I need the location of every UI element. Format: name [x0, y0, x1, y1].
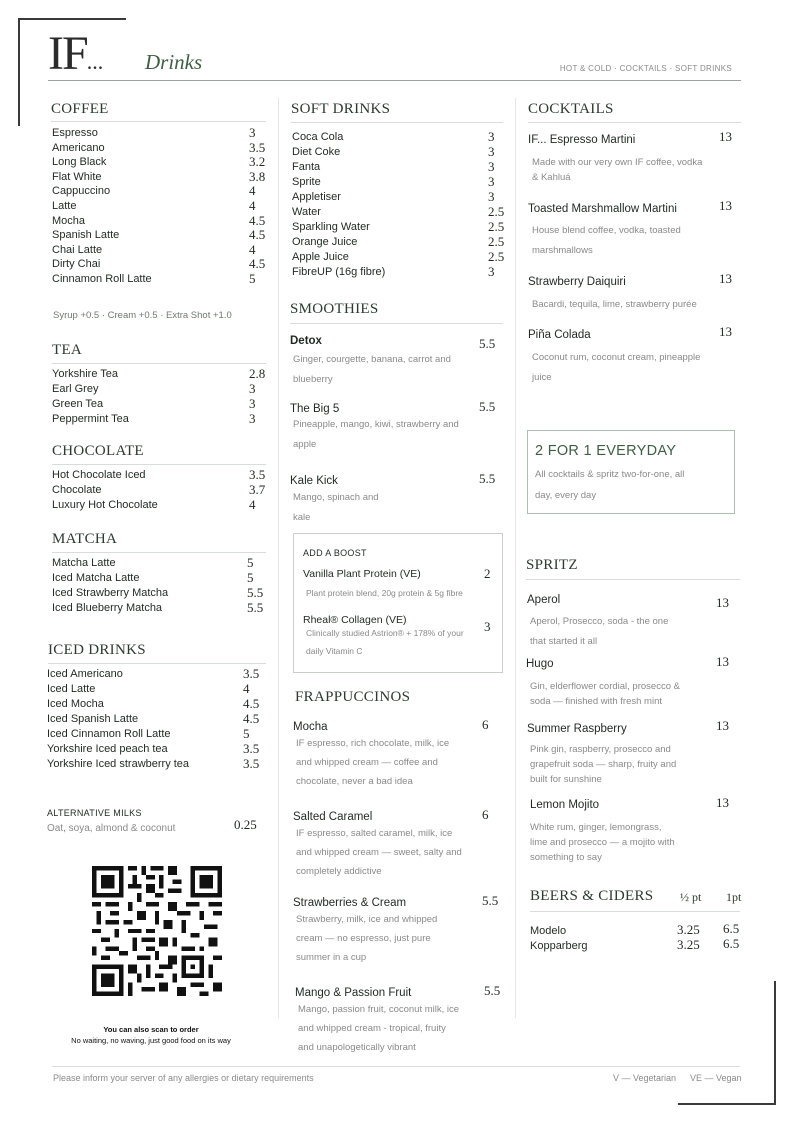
item-name: Diet Coke	[292, 146, 341, 158]
item-name: Latte	[52, 199, 77, 212]
spritz-name: Summer Raspberry	[527, 723, 627, 735]
frappuccino-desc: cream — no espresso, just pure	[296, 933, 431, 944]
beer-name: Modelo	[530, 925, 567, 937]
spritz-name: Lemon Mojito	[530, 799, 600, 811]
beers-section-title: BEERS & CIDERS	[530, 888, 654, 904]
list-item	[52, 383, 268, 398]
smoothie-price: 5.5	[479, 336, 496, 351]
spritz-desc: built for sunshine	[530, 774, 602, 785]
list-item	[52, 127, 268, 142]
item-name: Iced Strawberry Matcha	[52, 587, 169, 599]
smoothie-desc: Ginger, courgette, banana, carrot and	[293, 354, 451, 365]
section-divider	[528, 122, 741, 123]
item-name: Cappuccino	[52, 185, 111, 198]
coffee-extras: Syrup +0.5 · Cream +0.5 · Extra Shot +1.0	[53, 310, 232, 321]
item-price: 3.2	[249, 154, 266, 170]
frappuccino-name: Mango & Passion Fruit	[295, 987, 412, 999]
list-item	[47, 743, 267, 758]
smoothie-name: Detox	[290, 335, 322, 347]
list-item	[52, 368, 268, 383]
item-name: FibreUP (16g fibre)	[292, 266, 386, 278]
section-divider	[526, 579, 740, 580]
beers-col-pint: 1pt	[726, 890, 742, 904]
matcha-section-title: MATCHA	[52, 531, 118, 547]
list-item	[52, 572, 268, 587]
list-item	[52, 270, 268, 288]
item-name: Iced Spanish Latte	[47, 713, 139, 725]
list-item	[47, 713, 267, 728]
cocktail-desc: House blend coffee, vodka, toasted	[532, 225, 681, 236]
list-item	[52, 587, 268, 602]
item-name: Green Tea	[52, 398, 104, 410]
item-price: 5	[249, 270, 256, 286]
boost-name: Rheal® Collagen (VE)	[303, 614, 407, 626]
spritz-desc: White rum, ginger, lemongrass,	[530, 822, 662, 833]
beer-pint-price: 6.5	[723, 936, 740, 951]
smoothie-desc: apple	[293, 439, 317, 450]
frame-corner-bottom-right	[678, 1103, 776, 1105]
smoothie-desc: Pineapple, mango, kiwi, strawberry and	[293, 419, 459, 430]
item-price: 5	[247, 570, 254, 585]
cocktail-price: 13	[719, 129, 732, 144]
list-item	[47, 728, 267, 743]
spritz-name: Hugo	[526, 658, 554, 670]
soft-drinks-list	[292, 131, 504, 281]
beer-half-price: 3.25	[677, 922, 700, 937]
item-price: 4.5	[249, 227, 266, 243]
frappuccino-price: 5.5	[484, 983, 501, 998]
boost-desc: Plant protein blend, 20g protein & 5g fibre	[306, 588, 463, 598]
frappuccino-desc: and whipped cream — coffee and	[296, 757, 438, 768]
item-name: Iced Americano	[47, 668, 123, 680]
item-name: Iced Mocha	[47, 698, 104, 710]
item-name: Apple Juice	[292, 251, 349, 263]
list-item	[52, 241, 268, 259]
item-name: Water	[292, 206, 321, 218]
item-price: 3.5	[249, 139, 266, 155]
spritz-price: 13	[716, 595, 729, 610]
spritz-name: Aperol	[527, 594, 561, 606]
boost-desc: daily Vitamin C	[306, 646, 363, 656]
vegetarian-key: V — Vegetarian	[613, 1073, 677, 1083]
frappuccino-name: Salted Caramel	[293, 811, 373, 823]
item-price: 3.8	[249, 168, 266, 184]
coffee-list	[52, 127, 268, 288]
chocolate-section-title: CHOCOLATE	[52, 443, 144, 459]
item-price: 2.5	[488, 249, 505, 264]
item-name: Flat White	[52, 170, 102, 183]
item-name: Chai Latte	[52, 243, 103, 256]
cocktail-desc: juice	[532, 372, 552, 383]
cocktail-desc: Bacardi, tequila, lime, strawberry purée	[532, 299, 697, 310]
item-name: Dirty Chai	[52, 258, 101, 271]
cocktail-name: Piña Colada	[528, 329, 591, 341]
list-item	[292, 191, 504, 206]
list-item	[52, 229, 268, 244]
list-item	[52, 398, 268, 413]
list-item	[52, 484, 268, 499]
frappuccino-desc: and whipped cream — sweet, salty and	[296, 847, 462, 858]
list-item	[292, 161, 504, 176]
cocktail-name: Strawberry Daiquiri	[528, 276, 626, 288]
section-divider	[51, 121, 266, 122]
vegan-key: VE — Vegan	[690, 1073, 742, 1083]
cocktail-price: 13	[719, 198, 732, 213]
item-name: Chocolate	[52, 484, 102, 496]
logo	[48, 27, 104, 80]
item-price: 4.5	[249, 212, 266, 228]
item-price: 4.5	[243, 711, 260, 726]
item-name: Hot Chocolate Iced	[52, 469, 146, 481]
allergy-note: Please inform your server of any allergies or dietary requirements	[53, 1073, 314, 1083]
cocktail-desc: marshmallows	[532, 245, 593, 256]
section-divider	[291, 122, 503, 123]
promo-line: day, every day	[535, 490, 597, 501]
list-item	[47, 668, 267, 683]
item-name: Espresso	[52, 127, 98, 139]
spritz-desc: lime and prosecco — a mojito with	[530, 837, 675, 848]
promo-line: All cocktails & spritz two-for-one, all	[535, 469, 685, 480]
list-item	[292, 206, 504, 221]
item-name: Fanta	[292, 161, 321, 173]
item-price: 4	[249, 183, 256, 199]
spritz-price: 13	[716, 654, 729, 669]
beers-col-half: ½ pt	[680, 890, 702, 904]
item-price: 5	[247, 555, 254, 570]
spritz-price: 13	[716, 795, 729, 810]
alt-milks-price: 0.25	[234, 817, 257, 832]
section-divider	[290, 323, 503, 324]
list-item	[47, 698, 267, 713]
item-price: 3.5	[249, 467, 266, 482]
iced-drinks-list	[47, 668, 267, 773]
frappuccino-name: Mocha	[293, 721, 328, 733]
list-item	[52, 156, 268, 171]
item-name: Iced Blueberry Matcha	[52, 602, 163, 614]
promo-title: 2 FOR 1 EVERYDAY	[535, 443, 677, 459]
list-item	[52, 469, 268, 484]
item-price: 3	[249, 125, 256, 140]
smoothie-price: 5.5	[479, 399, 496, 414]
qr-subtitle: No waiting, no waving, just good food on its way	[71, 1036, 231, 1045]
item-price: 4	[249, 497, 256, 512]
smoothie-name: Kale Kick	[290, 475, 338, 487]
logo-text: IF	[48, 27, 87, 80]
logo-dots: ...	[86, 49, 104, 74]
item-price: 2.5	[488, 234, 505, 249]
header-tagline: HOT & COLD · COCKTAILS · SOFT DRINKS	[559, 64, 732, 73]
list-item	[292, 146, 504, 161]
item-name: Yorkshire Tea	[52, 368, 119, 380]
list-item	[52, 185, 268, 200]
list-item	[292, 221, 504, 236]
item-name: Sparkling Water	[292, 221, 370, 233]
item-name: Americano	[52, 141, 105, 154]
smoothie-price: 5.5	[479, 471, 496, 486]
item-price: 4	[249, 241, 256, 257]
item-price: 3	[488, 189, 495, 204]
frappuccino-desc: and unapologetically vibrant	[298, 1042, 416, 1053]
frappuccino-desc: summer in a cup	[296, 952, 367, 963]
item-price: 3	[488, 264, 495, 279]
frame-corner-top-left	[18, 18, 20, 126]
item-price: 3	[488, 129, 495, 144]
tea-list	[52, 368, 268, 428]
frame-corner-top-left	[18, 18, 126, 20]
alt-milks-title: ALTERNATIVE MILKS	[47, 808, 142, 818]
item-price: 3	[488, 144, 495, 159]
list-item	[292, 251, 504, 266]
list-item	[52, 499, 268, 514]
soft-drinks-section-title: SOFT DRINKS	[291, 101, 391, 117]
frappuccino-price: 6	[482, 717, 489, 732]
coffee-section-title: COFFEE	[51, 101, 109, 117]
section-divider	[530, 911, 740, 912]
item-price: 4	[249, 197, 256, 213]
smoothies-section-title: SMOOTHIES	[290, 301, 379, 317]
list-item	[52, 212, 268, 230]
list-item	[292, 236, 504, 251]
item-price: 3.5	[243, 741, 260, 756]
frappuccino-desc: completely addictive	[296, 866, 382, 877]
iced-drinks-section-title: ICED DRINKS	[48, 642, 146, 658]
spritz-desc: soda — finished with fresh mint	[530, 696, 663, 707]
item-price: 3.7	[249, 482, 266, 497]
beer-half-price: 3.25	[677, 937, 700, 952]
page-title: Drinks	[145, 50, 203, 74]
item-price: 3	[249, 396, 256, 411]
spritz-desc: Gin, elderflower cordial, prosecco &	[530, 681, 680, 692]
item-name: Sprite	[292, 176, 321, 188]
cocktail-desc: Made with our very own IF coffee, vodka	[532, 157, 703, 168]
item-price: 3	[488, 174, 495, 189]
boost-title: ADD A BOOST	[303, 548, 367, 558]
smoothie-desc: Mango, spinach and	[293, 492, 379, 503]
item-name: Earl Grey	[52, 383, 99, 395]
frappuccino-desc: IF espresso, rich chocolate, milk, ice	[296, 738, 450, 749]
item-price: 3.5	[243, 756, 260, 771]
item-name: Yorkshire Iced peach tea	[47, 743, 168, 755]
item-price: 3	[488, 159, 495, 174]
list-item	[52, 258, 268, 273]
smoothie-desc: blueberry	[293, 374, 333, 385]
list-item	[292, 176, 504, 191]
item-price: 5.5	[247, 600, 264, 615]
footer-divider	[52, 1066, 740, 1067]
item-price: 5.5	[247, 585, 264, 600]
item-name: Spanish Latte	[52, 229, 120, 242]
section-divider	[52, 552, 266, 553]
item-price: 3	[249, 381, 256, 396]
list-item	[292, 266, 504, 281]
spritz-section-title: SPRITZ	[526, 557, 578, 573]
beer-name: Kopparberg	[530, 940, 588, 952]
qr-code[interactable]	[92, 866, 222, 996]
frappuccino-desc: IF espresso, salted caramel, milk, ice	[296, 828, 453, 839]
list-item	[47, 683, 267, 698]
item-price: 4	[243, 681, 250, 696]
list-item	[292, 131, 504, 146]
item-price: 3	[249, 411, 256, 426]
frappuccino-desc: chocolate, never a bad idea	[296, 776, 413, 787]
item-name: Luxury Hot Chocolate	[52, 499, 158, 511]
item-name: Iced Matcha Latte	[52, 572, 140, 584]
item-name: Cinnamon Roll Latte	[52, 272, 152, 285]
matcha-list	[52, 557, 268, 617]
section-divider	[48, 663, 266, 664]
frappuccino-price: 6	[482, 807, 489, 822]
item-price: 5	[243, 726, 250, 741]
item-name: Orange Juice	[292, 236, 358, 248]
cocktail-price: 13	[719, 324, 732, 339]
frappuccino-name: Strawberries & Cream	[293, 897, 407, 909]
item-name: Iced Cinnamon Roll Latte	[47, 728, 171, 740]
item-price: 2.8	[249, 366, 266, 381]
alt-milks-options: Oat, soya, almond & coconut	[47, 823, 176, 834]
column-divider	[515, 98, 516, 1018]
spritz-desc: Pink gin, raspberry, prosecco and	[530, 744, 671, 755]
list-item	[47, 758, 267, 773]
frappuccino-desc: Strawberry, milk, ice and whipped	[296, 914, 438, 925]
cocktails-section-title: COCKTAILS	[528, 101, 614, 117]
spritz-desc: that started it all	[530, 636, 598, 647]
list-item	[52, 197, 268, 215]
item-name: Peppermint Tea	[52, 413, 129, 425]
item-name: Matcha Latte	[52, 557, 116, 569]
frappuccino-price: 5.5	[482, 893, 499, 908]
frappuccino-desc: Mango, passion fruit, coconut milk, ice	[298, 1004, 460, 1015]
smoothie-name: The Big 5	[290, 403, 340, 415]
list-item	[52, 413, 268, 428]
item-name: Appletiser	[292, 191, 341, 203]
header-divider	[48, 80, 741, 81]
boost-desc: Clinically studied Astrion® + 178% of your	[306, 628, 464, 638]
frame-corner-bottom-right	[774, 981, 776, 1105]
spritz-desc: something to say	[530, 852, 602, 863]
spritz-price: 13	[716, 718, 729, 733]
item-price: 3.5	[243, 666, 260, 681]
cocktail-desc: & Kahluá	[532, 172, 571, 183]
item-name: Yorkshire Iced strawberry tea	[47, 758, 190, 770]
item-price: 2.5	[488, 204, 505, 219]
smoothie-desc: kale	[293, 512, 311, 523]
boost-price: 2	[484, 566, 491, 581]
cocktail-desc: Coconut rum, coconut cream, pineapple	[532, 352, 701, 363]
section-divider	[52, 464, 266, 465]
beer-pint-price: 6.5	[723, 921, 740, 936]
item-price: 2.5	[488, 219, 505, 234]
item-name: Iced Latte	[47, 683, 96, 695]
spritz-desc: grapefruit soda — sharp, fruity and	[530, 759, 677, 770]
boost-name: Vanilla Plant Protein (VE)	[303, 568, 421, 580]
tea-section-title: TEA	[52, 342, 83, 358]
item-name: Mocha	[52, 214, 86, 227]
frappuccino-desc: and whipped cream - tropical, fruity	[298, 1023, 446, 1034]
cocktail-name: Toasted Marshmallow Martini	[528, 203, 677, 215]
list-item	[52, 557, 268, 572]
list-item	[52, 602, 268, 617]
boost-price: 3	[484, 619, 491, 634]
list-item	[52, 168, 268, 186]
cocktail-name: IF... Espresso Martini	[528, 134, 636, 146]
item-price: 4.5	[249, 256, 266, 272]
item-price: 4.5	[243, 696, 260, 711]
item-name: Long Black	[52, 156, 107, 169]
spritz-desc: Aperol, Prosecco, soda - the one	[530, 616, 669, 627]
cocktail-price: 13	[719, 271, 732, 286]
section-divider	[52, 363, 266, 364]
list-item	[52, 139, 268, 157]
frappuccinos-section-title: FRAPPUCCINOS	[295, 689, 411, 705]
chocolate-list	[52, 469, 268, 514]
column-divider	[278, 98, 279, 1018]
qr-title: You can also scan to order	[103, 1025, 199, 1034]
item-name: Coca Cola	[292, 131, 344, 143]
